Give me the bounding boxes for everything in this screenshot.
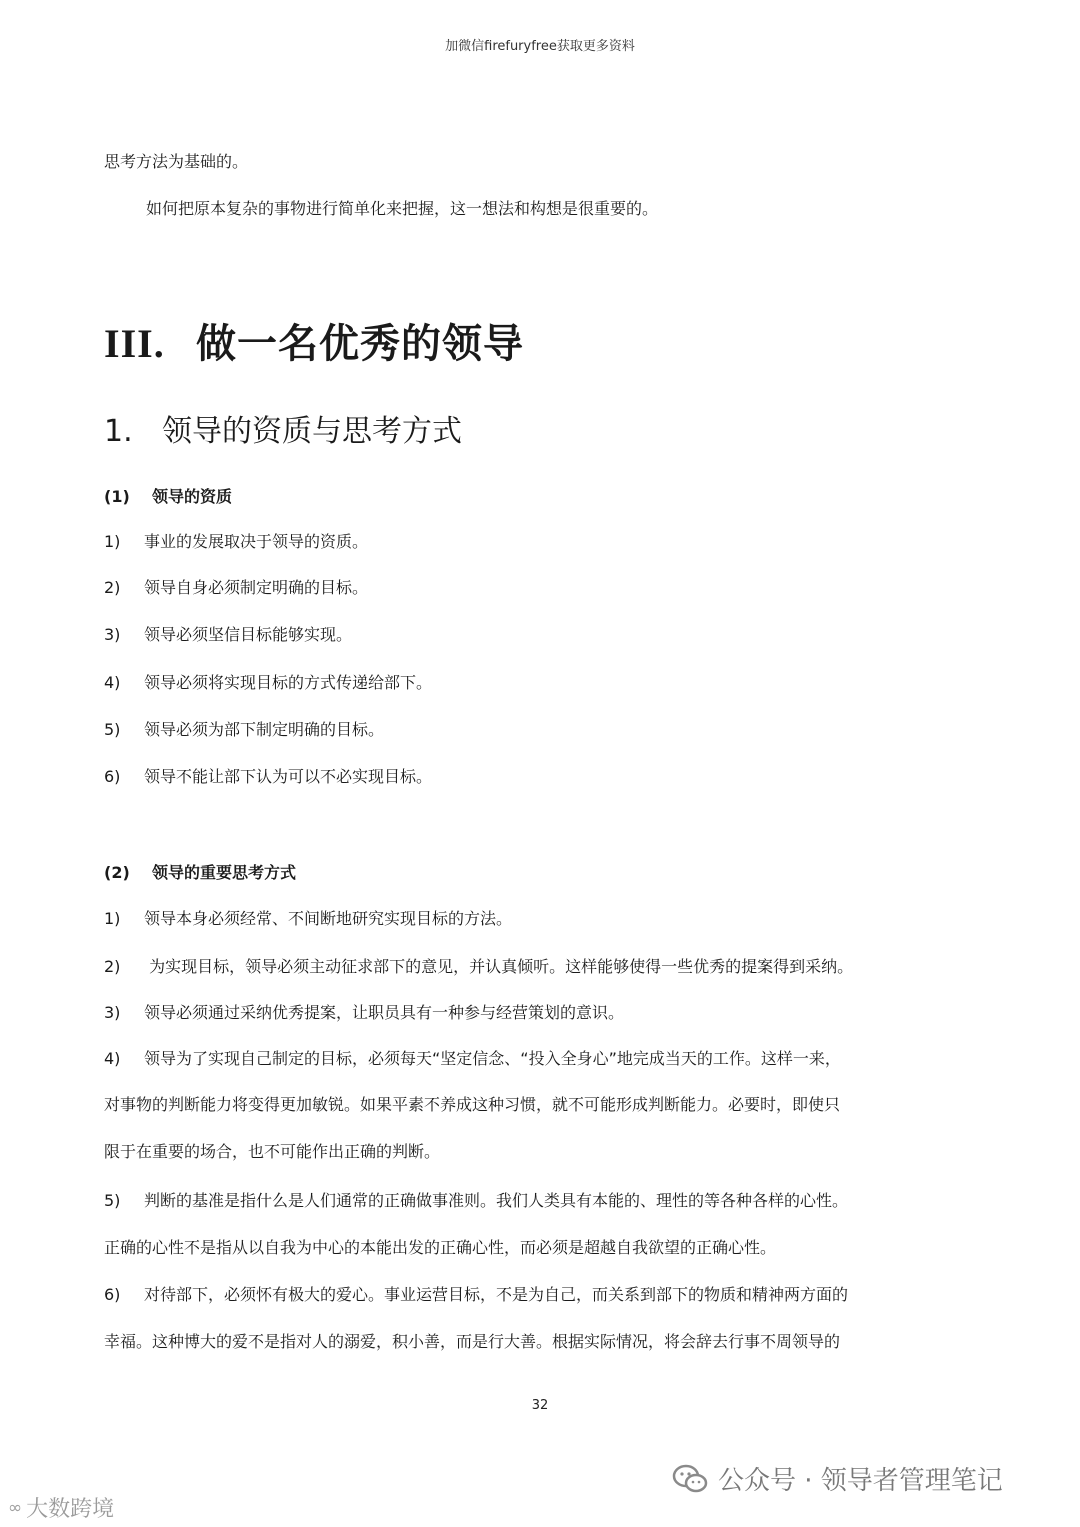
brand-watermark-text: 大数跨境 xyxy=(26,1497,115,1522)
header-note: 加微信firefuryfree获取更多资料 xyxy=(445,39,635,54)
wechat-watermark xyxy=(672,1460,1003,1497)
section-title: 领导的资质与思考方式 xyxy=(162,414,462,449)
list-item xyxy=(104,955,853,979)
list-item-text: 领导自身必须制定明确的目标。 xyxy=(144,578,369,597)
intro-line-1: 思考方法为基础的。 xyxy=(104,152,249,171)
list-item-text: 领导不能让部下认为可以不必实现目标。 xyxy=(144,767,433,786)
subsection-2-title: 领导的重要思考方式 xyxy=(152,863,297,882)
list-item-number: 6) xyxy=(104,1285,121,1304)
list-item-text: 领导必须将实现目标的方式传递给部下。 xyxy=(144,673,433,692)
list-item-text: 领导必须坚信目标能够实现。 xyxy=(144,625,353,644)
list-item-continuation: 限于在重要的场合，也不可能作出正确的判断。 xyxy=(104,1142,441,1161)
list-item xyxy=(104,765,432,789)
list-item xyxy=(104,718,384,742)
list-item-number: 4) xyxy=(104,1049,121,1068)
list-item-text: 领导本身必须经常、不间断地研究实现目标的方法。 xyxy=(144,909,513,928)
list-item-text: 事业的发展取决于领导的资质。 xyxy=(144,532,369,551)
subsection-1-title: 领导的资质 xyxy=(152,487,233,506)
list-item-number: 5) xyxy=(104,720,121,739)
list-item xyxy=(104,1189,848,1213)
subsection-2-heading xyxy=(104,860,296,883)
list-item-number: 6) xyxy=(104,767,121,786)
list-item-number: 5) xyxy=(104,1191,121,1210)
list-item-number: 2) xyxy=(104,957,121,976)
list-item-number: 4) xyxy=(104,673,121,692)
list-item xyxy=(104,1047,841,1071)
list-item xyxy=(104,671,432,695)
list-item-number: 3) xyxy=(104,625,121,644)
list-item xyxy=(104,907,512,931)
subsection-2-number: (2) xyxy=(104,863,130,882)
list-item-text: 领导必须为部下制定明确的目标。 xyxy=(144,720,385,739)
list-item-number: 3) xyxy=(104,1003,121,1022)
list-item-continuation: 对事物的判断能力将变得更加敏锐。如果平素不养成这种习惯，就不可能形成判断能力。必要时，即使只 xyxy=(104,1095,841,1114)
intro-line-2: 如何把原本复杂的事物进行简单化来把握，这一想法和构想是很重要的。 xyxy=(146,199,659,218)
section-heading xyxy=(104,406,462,450)
infinity-icon: ∞ xyxy=(8,1497,23,1518)
list-item-number: 1) xyxy=(104,909,121,928)
subsection-1-heading xyxy=(104,484,232,507)
list-item-text: 对待部下，必须怀有极大的爱心。事业运营目标，不是为自己，而关系到部下的物质和精神两方面的 xyxy=(144,1285,849,1304)
chapter-number: III. xyxy=(104,321,165,366)
list-item xyxy=(104,1001,624,1025)
page-number: 32 xyxy=(531,1398,549,1413)
list-item xyxy=(104,576,368,600)
list-item-number: 2) xyxy=(104,578,121,597)
wechat-watermark-text: 公众号 · 领导者管理笔记 xyxy=(718,1466,1003,1496)
subsection-1-number: (1) xyxy=(104,487,130,506)
list-item-text: 为实现目标，领导必须主动征求部下的意见，并认真倾听。这样能够使得一些优秀的提案得到采纳。 xyxy=(144,957,854,976)
wechat-icon xyxy=(672,1464,708,1494)
section-number: 1. xyxy=(104,414,133,449)
list-item-continuation: 正确的心性不是指从以自我为中心的本能出发的正确心性，而必须是超越自我欲望的正确心性。 xyxy=(104,1238,777,1257)
brand-watermark xyxy=(8,1492,114,1523)
list-item-text: 领导为了实现自己制定的目标，必须每天“坚定信念、“投入全身心”地完成当天的工作。这样一来， xyxy=(144,1049,841,1068)
list-item xyxy=(104,623,352,647)
list-item-text: 判断的基准是指什么是人们通常的正确做事准则。我们人类具有本能的、理性的等各种各样的心性。 xyxy=(144,1191,849,1210)
list-item xyxy=(104,530,368,554)
chapter-heading xyxy=(104,312,524,369)
list-item xyxy=(104,1283,848,1307)
chapter-title: 做一名优秀的领导 xyxy=(196,321,524,367)
list-item-text: 领导必须通过采纳优秀提案，让职员具有一种参与经营策划的意识。 xyxy=(144,1003,625,1022)
list-item-continuation: 幸福。这种博大的爱不是指对人的溺爱，积小善，而是行大善。根据实际情况，将会辞去行事不周领导的 xyxy=(104,1332,841,1351)
list-item-number: 1) xyxy=(104,532,121,551)
